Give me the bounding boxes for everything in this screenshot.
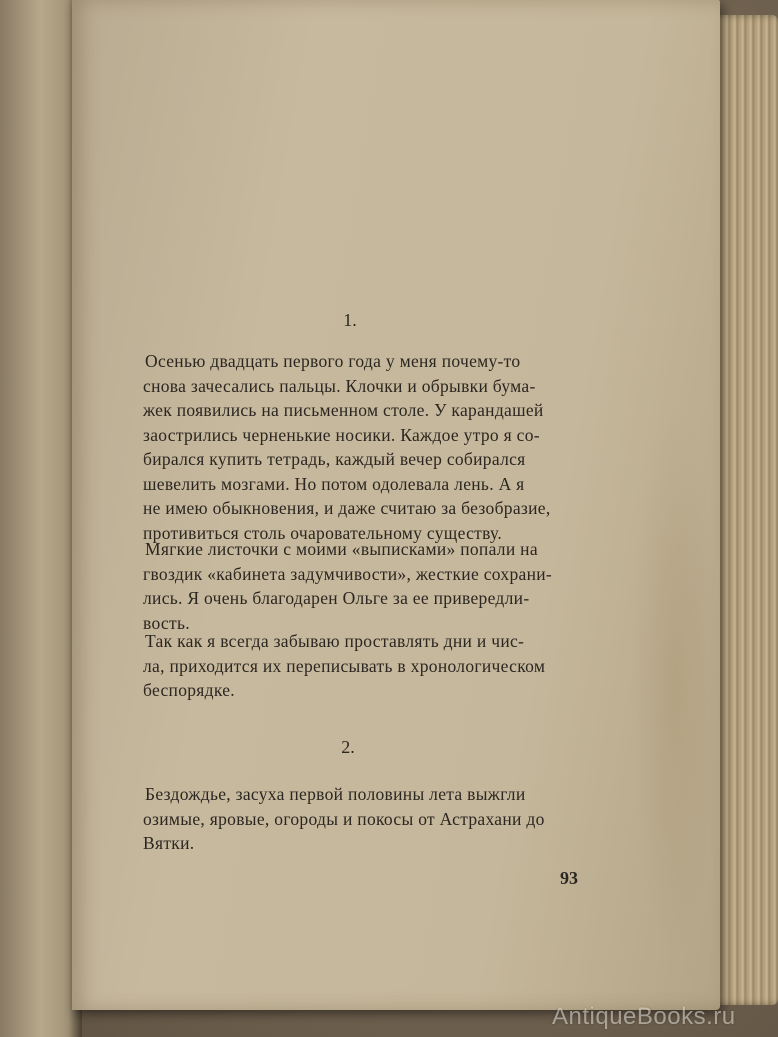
- left-page-edge: [0, 0, 82, 1037]
- text-line: лись. Я очень благодарен Ольге за ее привередли-: [143, 588, 530, 608]
- text-line: Так как я всегда забываю проставлять дни и чис-: [145, 631, 525, 651]
- section-1-paragraph-1: [145, 349, 585, 545]
- page-stain: [630, 400, 720, 960]
- text-line: вость.: [143, 612, 190, 633]
- text-line: жек появились на письменном столе. У карандашей: [143, 400, 544, 420]
- section-2-paragraph-1: [145, 782, 585, 856]
- section-number-1: 1.: [343, 310, 357, 330]
- text-line: Вятки.: [143, 833, 195, 853]
- text-line: шевелить мозгами. Но потом одолевала лень. А я: [143, 473, 525, 494]
- text-line: ла, приходится их переписывать в хронологическом: [143, 655, 546, 676]
- text-line: Бездождье, засуха первой половины лета выжгли: [145, 784, 526, 804]
- text-line: бирался купить тетрадь, каждый вечер собирался: [143, 449, 526, 469]
- section-1-paragraph-2: [145, 537, 585, 635]
- text-line: снова зачесались пальцы. Клочки и обрывки бума-: [143, 375, 536, 396]
- section-1-paragraph-3: [145, 629, 585, 703]
- watermark: AntiqueBooks.ru: [552, 1003, 736, 1030]
- text-line: противиться столь очаровательному существу.: [143, 522, 503, 543]
- text-line: не имею обыкновения, и даже считаю за безобразие,: [143, 498, 551, 518]
- text-line: гвоздик «кабинета задумчивости», жесткие сохрани-: [143, 563, 553, 584]
- text-line: Мягкие листочки с моими «выписками» попали на: [145, 539, 538, 559]
- text-line: озимые, яровые, огороды и покосы от Астрахани до: [143, 808, 545, 829]
- text-line: беспорядке.: [143, 680, 235, 700]
- text-line: Осенью двадцать первого года у меня почему-то: [145, 351, 521, 371]
- text-line: заострились черненькие носики. Каждое утро я со-: [143, 424, 540, 445]
- section-number-2: 2.: [341, 737, 355, 757]
- page-number: 93: [560, 868, 578, 888]
